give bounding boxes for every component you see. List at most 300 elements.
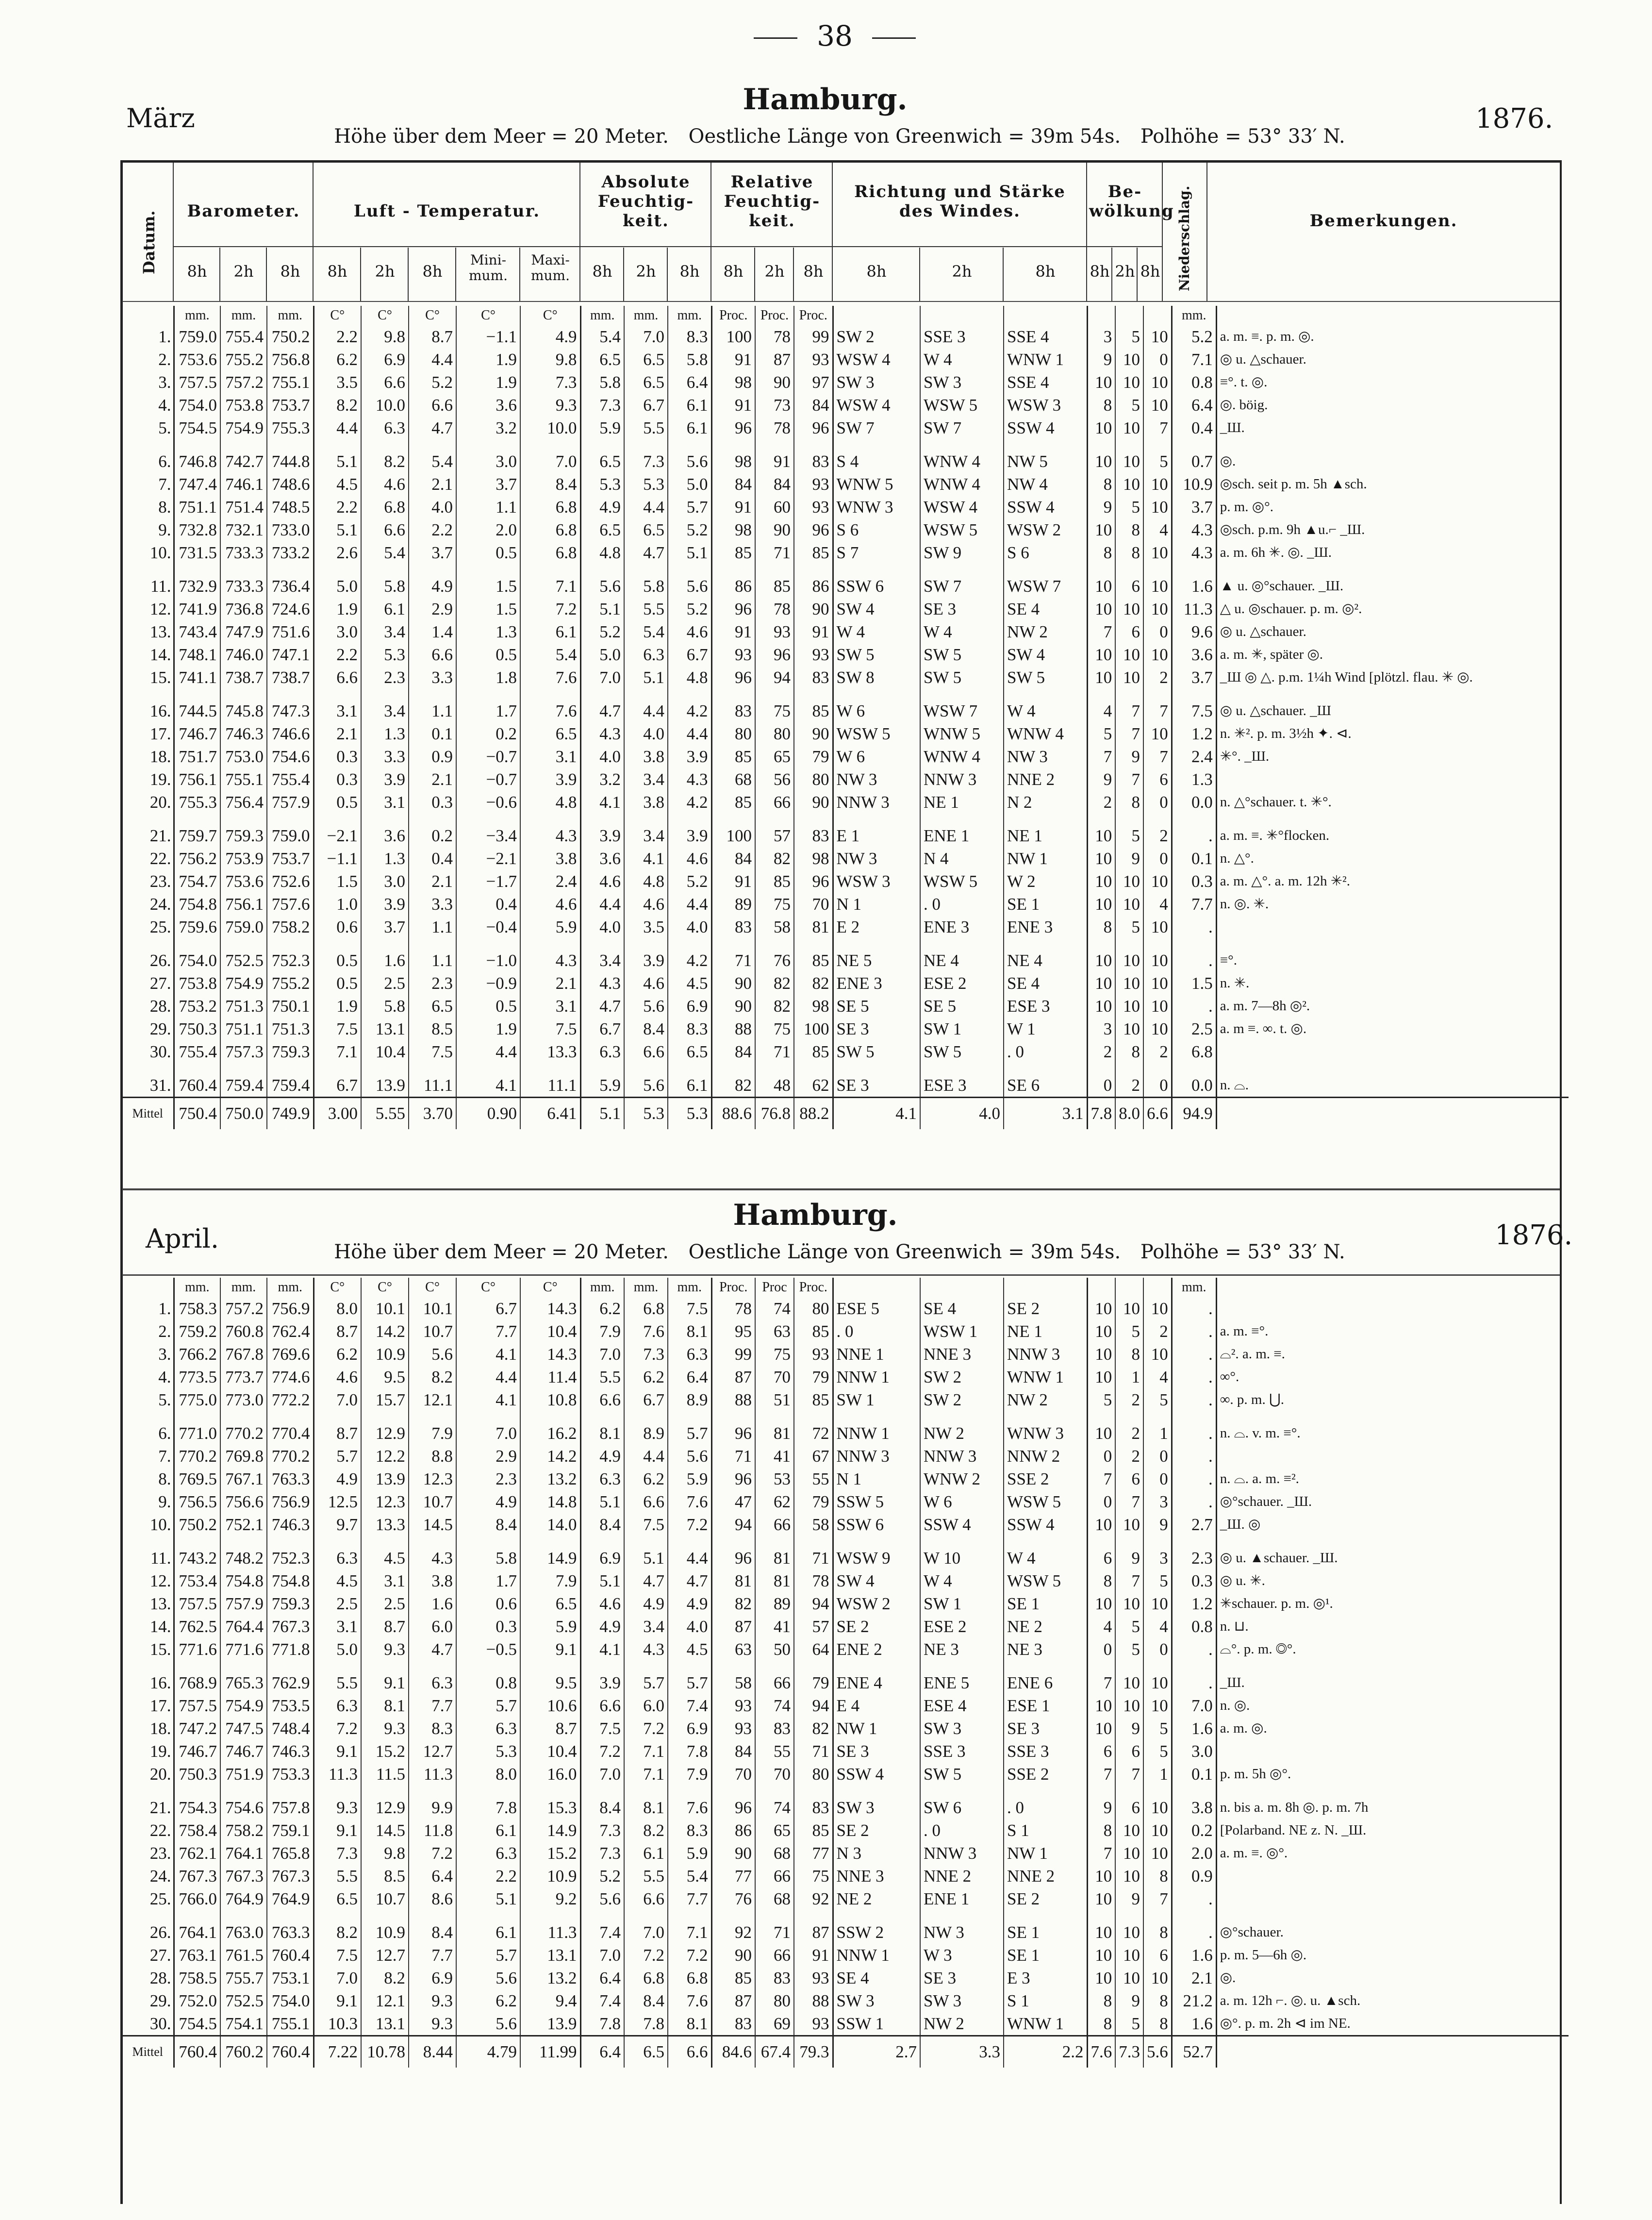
abs-hum-2h-cell: 5.3 [624,473,668,496]
baro-8h-cell: 751.7 [174,745,220,768]
wind-8h-eve-cell: W 4 [1004,1536,1087,1569]
rel-hum-2h-cell: 90 [755,518,794,541]
precipitation-cell: . [1172,1468,1216,1490]
day-cell: 24. [122,1865,174,1887]
abs-hum-8h-eve-cell: 5.7 [668,1411,711,1445]
rel-hum-8h-eve-cell: 79 [794,745,833,768]
temp-max-cell: 7.0 [520,439,580,473]
abs-hum-2h-cell: 4.4 [624,689,668,722]
cloud-8h-cell: 10 [1087,938,1115,972]
cloud-8h-eve-cell: 10 [1143,1967,1172,1989]
temp-min-cell: 1.5 [456,564,520,598]
temp-min-cell: 3.2 [456,417,520,439]
baro-8h-cell: 762.5 [174,1615,220,1638]
baro-2h-cell: 746.1 [220,473,267,496]
wind-8h-cell: W 6 [833,745,920,768]
cloud-8h-cell: 10 [1087,814,1115,847]
cloud-8h-cell: 0 [1087,1638,1115,1661]
remarks-cell: ⌓². a. m. ≡. [1220,1346,1285,1362]
temp-max-cell: 4.9 [520,325,580,348]
rel-hum-2h-cell: 51 [755,1388,794,1411]
temp-8h-eve-cell: 6.3 [409,1661,456,1694]
remarks-cell: a. m. 7—8h ◎². [1220,998,1310,1014]
day-cell: 13. [122,620,174,643]
precipitation-cell: . [1172,1490,1216,1513]
remarks-cell: ∞°. [1220,1369,1239,1385]
baro-8h-eve-cell: 753.5 [267,1694,314,1717]
wind-8h-cell: SW 7 [833,417,920,439]
temp-2h-cell: 3.9 [361,893,409,916]
wind-8h-cell: SW 3 [833,371,920,394]
temp-min-cell: −3.4 [456,814,520,847]
rel-hum-8h-eve-cell: 80 [794,1297,833,1320]
table-row [122,1513,1569,1536]
unit-abs-hum-8h-eve: mm. [668,306,711,325]
abs-hum-8h-cell: 5.1 [580,598,624,620]
temp-8h-eve-cell: 3.3 [409,666,456,689]
temp-2h-cell: 12.7 [361,1944,409,1967]
temp-2h-cell: 14.5 [361,1819,409,1842]
baro-8h-cell: 770.2 [174,1445,220,1468]
baro-8h-cell: 741.9 [174,598,220,620]
hour-label: 8h [187,262,207,281]
wind-8h-cell: NW 1 [833,1717,920,1740]
remarks-cell: ◎ u. ✳. [1220,1573,1265,1588]
wind-8h-eve-cell: S 1 [1004,1819,1087,1842]
rel-hum-8h-eve-cell: 82 [794,972,833,995]
cloud-8h-eve-cell: 6 [1143,1944,1172,1967]
remarks-header: Bemerkungen. [1309,211,1458,231]
remarks-cell [1216,1297,1569,1320]
cloud-8h-cell: 10 [1087,1717,1115,1740]
rel-hum-8h-eve-cell: 91 [794,1944,833,1967]
temp-8h-cell: 7.0 [314,1388,361,1411]
remarks-cell: a. m. △°. a. m. 12h ✳². [1220,873,1350,889]
wind-8h-cell: SE 3 [833,1018,920,1040]
cloud-8h-eve-cell: 7 [1143,417,1172,439]
unit-temp-min: C° [456,306,520,325]
cloud-2h-cell: 9 [1115,745,1143,768]
hour-label: 2h [233,262,254,281]
cloud-8h-eve-cell: 2 [1143,814,1172,847]
baro-8h-cell: 757.5 [174,1694,220,1717]
abs-hum-8h-cell: 5.2 [580,620,624,643]
precipitation-cell: 1.2 [1172,1592,1216,1615]
hour-label: 2h [1115,262,1135,281]
precipitation-cell: 0.7 [1172,439,1216,473]
mean-temp-max-cell: 11.99 [520,2036,580,2068]
baro-8h-cell: 732.9 [174,564,220,598]
temp-min-cell: 3.6 [456,394,520,417]
rel-hum-2h-cell: 58 [755,916,794,938]
remarks-cell: ✳°. _Ш. [1220,749,1270,764]
temp-8h-eve-cell: 7.9 [409,1411,456,1445]
minimum-header: Mini- mum. [468,252,508,284]
baro-8h-eve-cell: 755.2 [267,972,314,995]
abs-hum-8h-eve-cell: 4.0 [668,916,711,938]
cloud-8h-eve-cell: 10 [1143,972,1172,995]
abs-hum-8h-cell: 4.4 [580,893,624,916]
units-row [122,1278,1569,1297]
rel-hum-8h-cell: 84 [711,847,755,870]
mean-temp-8h-cell: 3.00 [314,1098,361,1130]
rel-hum-8h-cell: 77 [711,1865,755,1887]
hour-label: 8h [803,262,824,281]
table-row [122,938,1569,972]
baro-8h-eve-cell: 751.3 [267,1018,314,1040]
air-temperature-header: Luft - Temperatur. [353,201,541,221]
wind-8h-cell: SE 4 [833,1967,920,1989]
wind-8h-cell: SE 5 [833,995,920,1018]
cloud-8h-eve-cell: 10 [1143,541,1172,564]
day-cell: 6. [122,1411,174,1445]
rel-hum-8h-cell: 58 [711,1661,755,1694]
cloud-2h-cell: 9 [1115,1887,1143,1910]
day-cell: 11. [122,1536,174,1569]
abs-hum-2h-cell: 7.3 [624,1343,668,1366]
temp-min-cell: 2.2 [456,1865,520,1887]
abs-hum-8h-eve-cell: 7.2 [668,1944,711,1967]
baro-8h-eve-cell: 759.3 [267,1040,314,1063]
cloud-8h-cell: 0 [1087,1490,1115,1513]
cloud-cover-header: Be- wölkung [1089,182,1174,221]
wind-2h-cell: W 4 [920,1569,1004,1592]
abs-hum-8h-eve-cell: 5.4 [668,1865,711,1887]
temp-8h-cell: 6.3 [314,1694,361,1717]
temp-2h-cell: 3.3 [361,745,409,768]
temp-8h-eve-cell: 6.6 [409,643,456,666]
unit-temp-min: C° [456,1278,520,1297]
rel-hum-2h-cell: 41 [755,1445,794,1468]
table-row [122,1763,1569,1786]
year-april: 1876. [1495,1219,1573,1251]
abs-hum-2h-cell: 6.3 [624,643,668,666]
temp-8h-eve-cell: 1.6 [409,1592,456,1615]
remarks-cell: ◎. böig. [1220,397,1268,413]
cloud-2h-cell: 7 [1115,1569,1143,1592]
abs-hum-2h-cell: 5.4 [624,620,668,643]
cloud-2h-cell: 10 [1115,1661,1143,1694]
baro-8h-cell: 753.6 [174,348,220,371]
remarks-cell: ◎°. p. m. 2h ⊲ im NE. [1220,2016,1351,2031]
baro-2h-cell: 770.2 [220,1411,267,1445]
temp-8h-eve-cell: 0.2 [409,814,456,847]
temp-min-cell: 0.6 [456,1592,520,1615]
wind-8h-eve-cell: SE 2 [1004,1887,1087,1910]
mean-baro-2h-cell: 760.2 [220,2036,267,2068]
hour-label: 8h [866,262,887,281]
wind-8h-eve-cell: SE 1 [1004,1592,1087,1615]
baro-8h-eve-cell: 755.1 [267,2012,314,2036]
baro-8h-cell: 768.9 [174,1661,220,1694]
wind-8h-eve-cell: SSW 4 [1004,496,1087,518]
abs-hum-2h-cell: 7.0 [624,325,668,348]
abs-hum-2h-cell: 7.1 [624,1763,668,1786]
wind-8h-cell: WSW 3 [833,870,920,893]
baro-8h-eve-cell: 760.4 [267,1944,314,1967]
abs-hum-2h-cell: 3.9 [624,938,668,972]
cloud-2h-cell: 9 [1115,1536,1143,1569]
cloud-8h-cell: 10 [1087,972,1115,995]
hour-label: 8h [723,262,743,281]
mean-rel-hum-8h-eve-cell: 88.2 [794,1098,833,1130]
cloud-8h-cell: 0 [1087,1445,1115,1468]
temp-max-cell: 11.4 [520,1366,580,1388]
temp-8h-cell: 8.7 [314,1411,361,1445]
cloud-8h-cell: 10 [1087,1910,1115,1944]
rel-hum-8h-eve-cell: 75 [794,1865,833,1887]
abs-hum-2h-cell: 5.5 [624,417,668,439]
table-row [122,598,1569,620]
precipitation-cell: 1.6 [1172,1944,1216,1967]
temp-max-cell: 5.9 [520,916,580,938]
baro-2h-cell: 756.6 [220,1490,267,1513]
baro-8h-cell: 743.4 [174,620,220,643]
wind-8h-cell: ENE 2 [833,1638,920,1661]
wind-2h-cell: . 0 [920,1819,1004,1842]
baro-8h-eve-cell: 756.8 [267,348,314,371]
abs-hum-8h-eve-cell: 4.8 [668,666,711,689]
remarks-cell: ≡°. [1220,952,1237,968]
baro-8h-eve-cell: 752.3 [267,938,314,972]
abs-hum-8h-cell: 6.3 [580,1468,624,1490]
cloud-2h-cell: 8 [1115,1343,1143,1366]
rel-hum-8h-cell: 78 [711,1297,755,1320]
wind-8h-cell: NE 5 [833,938,920,972]
temp-2h-cell: 2.5 [361,1592,409,1615]
rel-hum-8h-cell: 91 [711,870,755,893]
precipitation-cell: 1.6 [1172,2012,1216,2036]
cloud-8h-eve-cell: 5 [1143,1388,1172,1411]
temp-8h-cell: 1.9 [314,995,361,1018]
baro-8h-cell: 762.1 [174,1842,220,1865]
baro-8h-cell: 750.3 [174,1763,220,1786]
remarks-cell: ◎°schauer. _Ш. [1220,1494,1312,1509]
abs-hum-2h-cell: 6.6 [624,1887,668,1910]
temp-max-cell: 7.5 [520,1018,580,1040]
baro-8h-cell: 750.2 [174,1513,220,1536]
remarks-cell: ◎°schauer. [1220,1924,1284,1940]
precipitation-cell: 3.0 [1172,1740,1216,1763]
temp-8h-eve-cell: 6.0 [409,1615,456,1638]
table-row [122,1468,1569,1490]
rel-hum-8h-cell: 82 [711,1592,755,1615]
temp-8h-eve-cell: 2.2 [409,518,456,541]
temp-min-cell: −0.9 [456,972,520,995]
baro-8h-eve-cell: 762.4 [267,1320,314,1343]
wind-8h-cell: SSW 4 [833,1763,920,1786]
rel-hum-2h-cell: 56 [755,768,794,791]
rel-hum-2h-cell: 66 [755,791,794,814]
wind-2h-cell: SW 2 [920,1366,1004,1388]
wind-2h-cell: SW 3 [920,1717,1004,1740]
temp-max-cell: 9.1 [520,1638,580,1661]
cloud-8h-cell: 10 [1087,371,1115,394]
cloud-8h-cell: 10 [1087,1967,1115,1989]
wind-2h-cell: W 4 [920,348,1004,371]
temp-max-cell: 5.4 [520,643,580,666]
rel-hum-8h-eve-cell: 93 [794,643,833,666]
temp-8h-cell: 8.7 [314,1320,361,1343]
temp-8h-eve-cell: 2.1 [409,768,456,791]
unit-wind-8h [833,306,920,325]
temp-2h-cell: 9.1 [361,1661,409,1694]
temp-2h-cell: 9.5 [361,1366,409,1388]
abs-hum-8h-eve-cell: 4.7 [668,1569,711,1592]
baro-8h-cell: 763.1 [174,1944,220,1967]
day-cell: 8. [122,1468,174,1490]
cloud-8h-cell: 4 [1087,1615,1115,1638]
wind-8h-cell: . 0 [833,1320,920,1343]
baro-8h-eve-cell: 757.9 [267,791,314,814]
temp-max-cell: 13.1 [520,1944,580,1967]
temp-min-cell: −1.7 [456,870,520,893]
baro-2h-cell: 746.7 [220,1740,267,1763]
baro-8h-cell: 747.2 [174,1717,220,1740]
mean-temp-2h-cell: 5.55 [361,1098,409,1130]
rel-hum-8h-cell: 63 [711,1638,755,1661]
temp-8h-eve-cell: 2.9 [409,598,456,620]
temp-2h-cell: 12.1 [361,1989,409,2012]
baro-8h-cell: 764.1 [174,1910,220,1944]
precipitation-cell: 0.1 [1172,1763,1216,1786]
cloud-8h-cell: 7 [1087,1661,1115,1694]
rel-hum-8h-cell: 90 [711,995,755,1018]
day-cell: 5. [122,1388,174,1411]
temp-8h-cell: 3.1 [314,689,361,722]
baro-2h-cell: 767.3 [220,1865,267,1887]
barometer-header: Barometer. [187,201,300,221]
table-row [122,1865,1569,1887]
wind-8h-cell: N 1 [833,893,920,916]
temp-2h-cell: 5.8 [361,995,409,1018]
abs-hum-8h-cell: 5.8 [580,371,624,394]
temp-8h-eve-cell: 12.7 [409,1740,456,1763]
rel-hum-8h-cell: 90 [711,1944,755,1967]
rel-hum-2h-cell: 48 [755,1063,794,1098]
table-row [122,972,1569,995]
temp-8h-cell: 11.3 [314,1763,361,1786]
remarks-cell: n. △°schauer. t. ✳°. [1220,794,1332,810]
temp-min-cell: 0.5 [456,541,520,564]
temp-8h-eve-cell: 11.8 [409,1819,456,1842]
cloud-2h-cell: 5 [1115,1320,1143,1343]
abs-hum-2h-cell: 6.8 [624,1967,668,1989]
wind-8h-eve-cell: SW 5 [1004,666,1087,689]
temp-max-cell: 16.0 [520,1763,580,1786]
cloud-8h-eve-cell: 2 [1143,666,1172,689]
abs-hum-8h-cell: 7.3 [580,1819,624,1842]
abs-hum-8h-cell: 3.9 [580,1661,624,1694]
unit-remarks [1216,1278,1569,1297]
table-row [122,1740,1569,1763]
temp-max-cell: 3.1 [520,745,580,768]
temp-2h-cell: 12.2 [361,1445,409,1468]
temp-max-cell: 2.4 [520,870,580,893]
temp-8h-eve-cell: 12.1 [409,1388,456,1411]
baro-8h-eve-cell: 748.4 [267,1717,314,1740]
abs-hum-2h-cell: 7.1 [624,1740,668,1763]
rel-hum-8h-cell: 98 [711,371,755,394]
abs-hum-8h-eve-cell: 5.6 [668,564,711,598]
rel-hum-8h-eve-cell: 72 [794,1411,833,1445]
rel-hum-2h-cell: 84 [755,473,794,496]
baro-8h-cell: 771.6 [174,1638,220,1661]
wind-8h-eve-cell: NNW 3 [1004,1343,1087,1366]
wind-2h-cell: SW 7 [920,564,1004,598]
table-row [122,325,1569,348]
abs-hum-8h-eve-cell: 6.1 [668,394,711,417]
table-row [122,1490,1569,1513]
rel-hum-8h-cell: 87 [711,1615,755,1638]
cloud-8h-eve-cell: 10 [1143,1694,1172,1717]
wind-8h-eve-cell: WNW 1 [1004,2012,1087,2036]
unit-day [122,1278,174,1297]
baro-2h-cell: 752.5 [220,1989,267,2012]
temp-min-cell: 5.7 [456,1944,520,1967]
temp-max-cell: 11.3 [520,1910,580,1944]
wind-2h-cell: SW 5 [920,643,1004,666]
mean-wind-8h-cell: 4.1 [833,1098,920,1130]
temp-8h-cell: 6.5 [314,1887,361,1910]
abs-hum-2h-cell: 3.8 [624,791,668,814]
unit-wind-8h-eve [1004,1278,1087,1297]
temp-2h-cell: 3.6 [361,814,409,847]
cloud-8h-eve-cell: 9 [1143,1513,1172,1536]
abs-hum-2h-cell: 4.3 [624,1638,668,1661]
rel-hum-2h-cell: 74 [755,1297,794,1320]
rel-hum-2h-cell: 60 [755,496,794,518]
abs-hum-2h-cell: 6.5 [624,371,668,394]
rel-hum-8h-cell: 83 [711,689,755,722]
baro-8h-eve-cell: 754.8 [267,1569,314,1592]
wind-2h-cell: SE 3 [920,1967,1004,1989]
temp-8h-eve-cell: 0.4 [409,847,456,870]
day-cell: 26. [122,938,174,972]
baro-8h-cell: 752.0 [174,1989,220,2012]
rel-hum-8h-eve-cell: 82 [794,1717,833,1740]
rel-hum-2h-cell: 66 [755,1661,794,1694]
rel-hum-2h-cell: 62 [755,1490,794,1513]
abs-hum-8h-eve-cell: 6.4 [668,1366,711,1388]
temp-8h-eve-cell: 2.1 [409,870,456,893]
baro-8h-cell: 754.5 [174,417,220,439]
wind-8h-eve-cell: SSW 4 [1004,1513,1087,1536]
mean-label-cell: Mittel [122,1098,174,1130]
abs-hum-8h-eve-cell: 6.9 [668,1717,711,1740]
temp-8h-cell: 0.5 [314,938,361,972]
rel-hum-8h-cell: 84 [711,473,755,496]
baro-2h-cell: 755.2 [220,348,267,371]
baro-2h-cell: 756.1 [220,893,267,916]
cloud-2h-cell: 7 [1115,768,1143,791]
rel-hum-8h-eve-cell: 67 [794,1445,833,1468]
rel-hum-2h-cell: 41 [755,1615,794,1638]
abs-hum-8h-eve-cell: 5.9 [668,1468,711,1490]
baro-8h-cell: 748.1 [174,643,220,666]
cloud-8h-cell: 10 [1087,870,1115,893]
unit-wind-8h-eve [1004,306,1087,325]
unit-abs-hum-2h: mm. [624,1278,668,1297]
abs-hum-8h-cell: 6.5 [580,348,624,371]
table-row [122,995,1569,1018]
unit-cloud-2h [1115,306,1143,325]
cloud-8h-eve-cell: 0 [1143,847,1172,870]
abs-hum-2h-cell: 8.2 [624,1819,668,1842]
remarks-cell: n. ◎. ✳. [1220,896,1269,912]
temp-8h-cell: 9.3 [314,1786,361,1819]
baro-8h-cell: 759.2 [174,1320,220,1343]
